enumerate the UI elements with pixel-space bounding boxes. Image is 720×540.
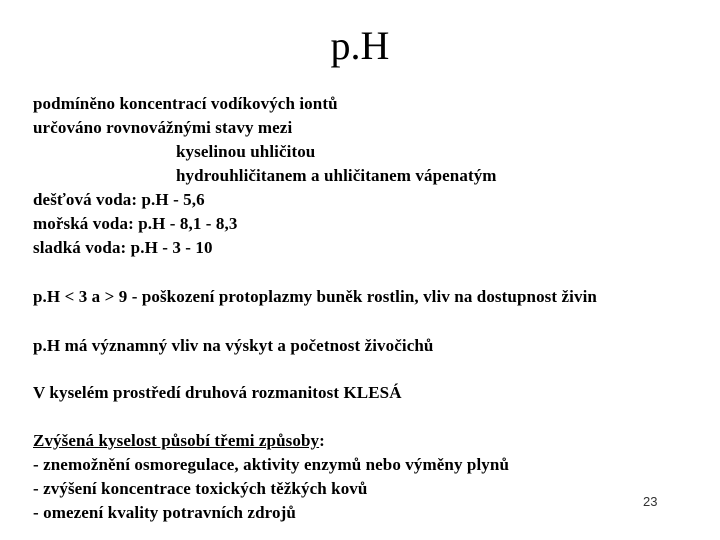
text-line-rain-water: dešťová voda: p.H - 5,6 [33,190,205,209]
slide-number: 23 [643,494,658,509]
slide-title: p.H [330,23,390,68]
text-line-ph-damage: p.H < 3 a > 9 - poškození protoplazmy buněk rostlin, vliv na dostupnost živin [33,287,597,306]
effects-heading-text: Zvýšená kyselost působí třemi způsoby [33,431,320,450]
text-line-equilibrium: určováno rovnovážnými stavy mezi [33,118,293,137]
text-line-bicarbonate: hydrouhličitanem a uhličitanem vápenatým [176,166,497,185]
effects-heading-colon: : [319,431,325,450]
text-line-carbonic-acid: kyselinou uhličitou [176,142,316,161]
effects-item-osmoregulation: - znemožnění osmoregulace, aktivity enzymů nebo výměny plynů [33,455,510,474]
effects-item-heavy-metals: - zvýšení koncentrace toxických těžkých kovů [33,479,368,498]
text-line-sea-water: mořská voda: p.H - 8,1 - 8,3 [33,214,238,233]
text-line-ph-animals: p.H má významný vliv na výskyt a početnost živočichů [33,336,434,355]
text-line-diversity: V kyselém prostředí druhová rozmanitost KLESÁ [33,383,402,402]
text-line-concentration: podmíněno koncentrací vodíkových iontů [33,94,338,113]
effects-item-food-quality: - omezení kvality potravních zdrojů [33,503,296,522]
text-line-fresh-water: sladká voda: p.H - 3 - 10 [33,238,213,257]
effects-heading [33,429,325,452]
